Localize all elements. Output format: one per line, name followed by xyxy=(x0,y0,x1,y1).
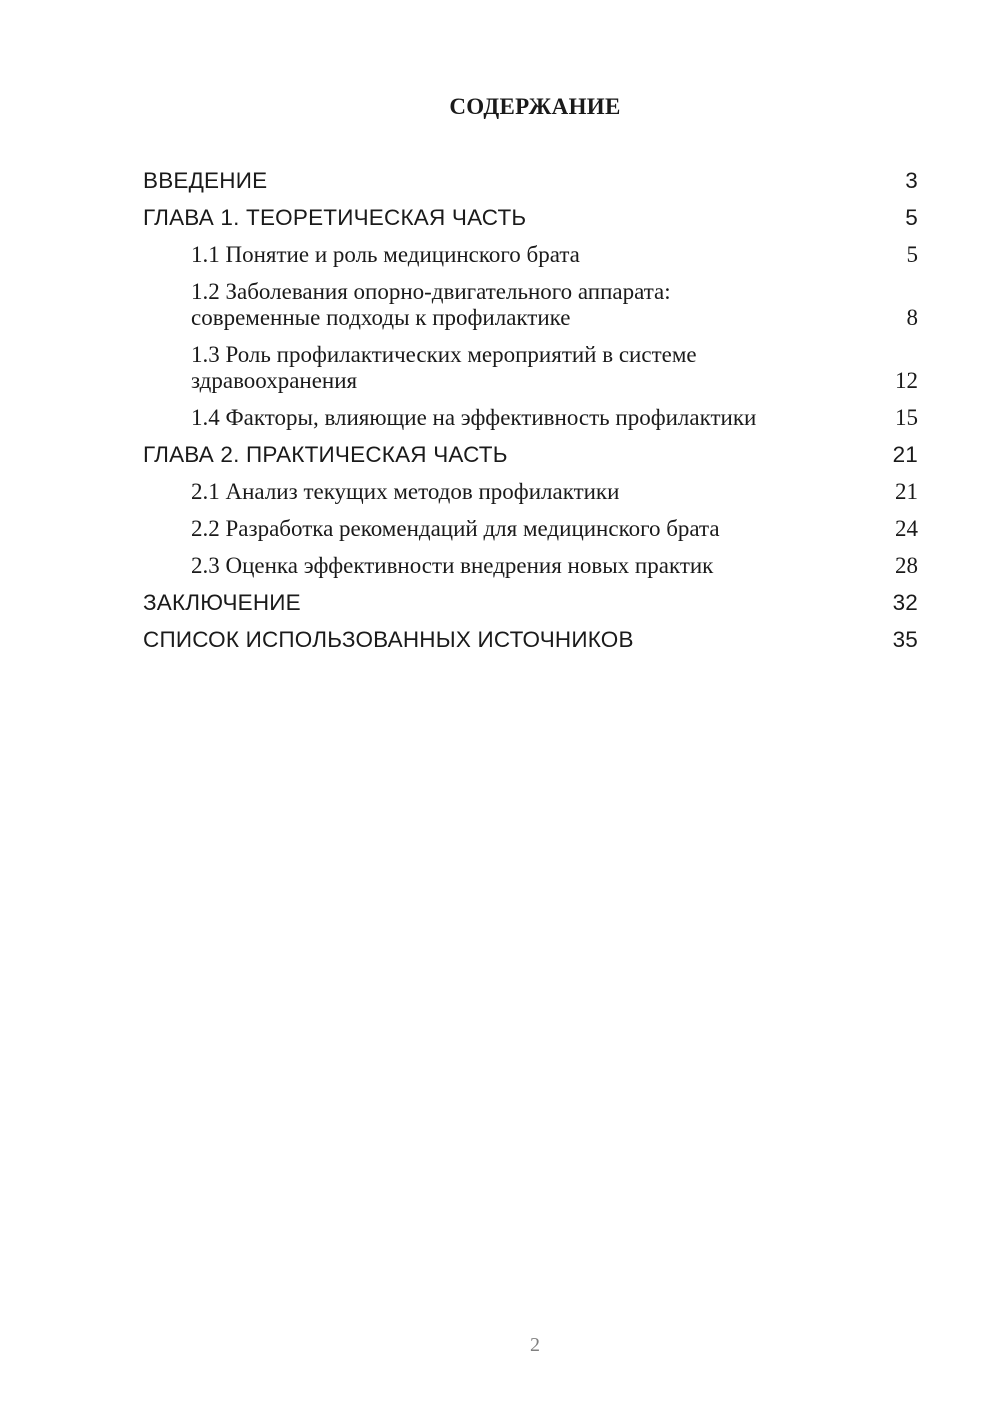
toc-entry-label: 1.2 Заболевания опорно-двигательного аппарата: современные подходы к профилактике xyxy=(191,279,671,330)
toc-entry-label: 1.1 Понятие и роль медицинского брата xyxy=(191,242,580,267)
toc-entry-section-2-2[interactable] xyxy=(143,516,918,542)
toc-entry-label: 1.3 Роль профилактических мероприятий в системе здравоохранения xyxy=(191,342,697,393)
toc-entry-chapter-2[interactable] xyxy=(143,442,918,468)
toc-entry-label: 2.1 Анализ текущих методов профилактики xyxy=(191,479,620,504)
toc-entry-label: 2.3 Оценка эффективности внедрения новых практик xyxy=(191,553,714,578)
toc-entry-section-1-2[interactable] xyxy=(143,279,918,331)
toc-entry-page: 24 xyxy=(895,516,918,541)
toc-entry-chapter-1[interactable] xyxy=(143,205,918,231)
toc-entry-section-1-3[interactable] xyxy=(143,342,918,394)
toc-entry-label: СПИСОК ИСПОЛЬЗОВАННЫХ ИСТОЧНИКОВ xyxy=(143,627,634,652)
toc-entry-label: ГЛАВА 2. ПРАКТИЧЕСКАЯ ЧАСТЬ xyxy=(143,442,508,467)
toc-entry-page: 21 xyxy=(895,479,918,504)
toc-entry-introduction[interactable] xyxy=(143,168,918,194)
toc-entry-page: 35 xyxy=(892,627,918,652)
toc-entry-label: ВВЕДЕНИЕ xyxy=(143,168,268,193)
toc-entry-section-2-3[interactable] xyxy=(143,553,918,579)
toc-entry-page: 8 xyxy=(906,305,918,330)
toc-entry-label: 2.2 Разработка рекомендаций для медицинского брата xyxy=(191,516,720,541)
toc-entry-section-1-4[interactable] xyxy=(143,405,918,431)
toc-entry-page: 5 xyxy=(905,205,918,230)
toc-entry-page: 28 xyxy=(895,553,918,578)
page-number: 2 xyxy=(530,1334,540,1356)
toc-entry-page: 32 xyxy=(892,590,918,615)
toc-entry-label: ЗАКЛЮЧЕНИЕ xyxy=(143,590,301,615)
toc-entry-references[interactable] xyxy=(143,627,918,653)
toc-entry-page: 15 xyxy=(895,405,918,430)
toc-entry-section-2-1[interactable] xyxy=(143,479,918,505)
toc-entry-label: ГЛАВА 1. ТЕОРЕТИЧЕСКАЯ ЧАСТЬ xyxy=(143,205,527,230)
toc-entry-page: 3 xyxy=(905,168,918,193)
toc-entry-conclusion[interactable] xyxy=(143,590,918,616)
toc-entry-page: 12 xyxy=(895,368,918,393)
toc-entry-section-1-1[interactable] xyxy=(143,242,918,268)
toc-entry-label: 1.4 Факторы, влияющие на эффективность профилактики xyxy=(191,405,757,430)
table-of-contents xyxy=(143,168,918,664)
toc-entry-page: 21 xyxy=(892,442,918,467)
page-title: СОДЕРЖАНИЕ xyxy=(449,94,621,119)
toc-entry-page: 5 xyxy=(906,242,918,267)
